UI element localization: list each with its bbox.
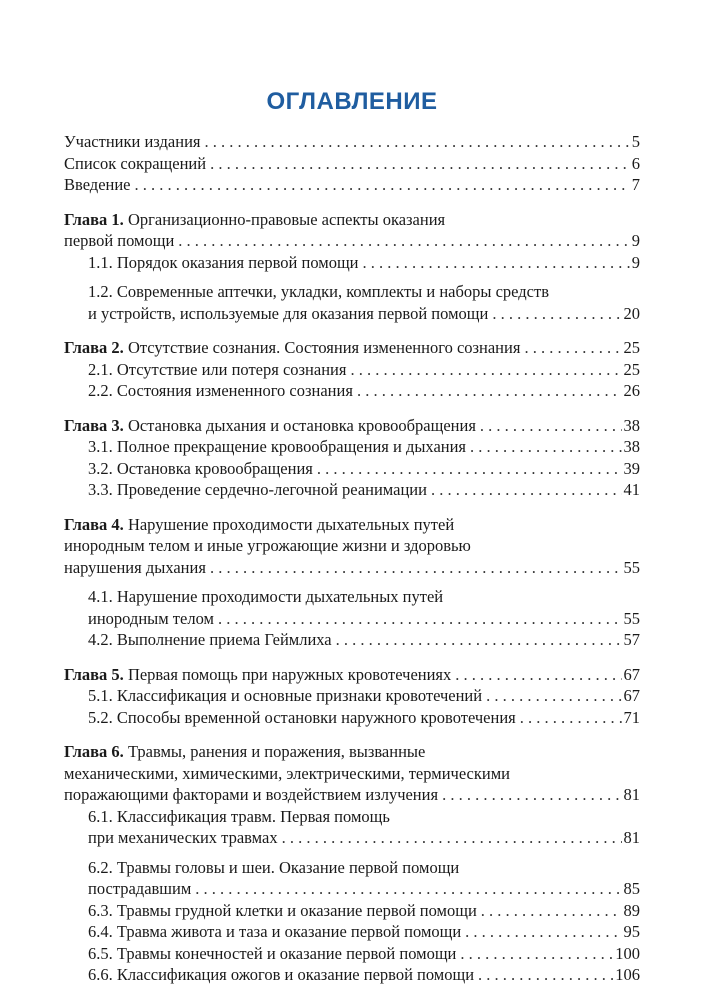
toc-chapter-line	[64, 763, 640, 785]
toc-section	[64, 359, 640, 381]
toc-section-title: 1.1. Порядок оказания первой помощи	[88, 252, 359, 272]
toc-chapter	[64, 337, 640, 359]
toc-section-line	[88, 921, 640, 943]
dot-leader	[431, 479, 622, 501]
dot-leader	[205, 131, 630, 153]
toc-chapter-line	[64, 209, 640, 231]
toc-page-number: 9	[631, 231, 640, 250]
chapter-title-part: Травмы, ранения и поражения, вызванные	[127, 742, 426, 761]
toc-section-line	[88, 900, 640, 922]
toc-page-number: 25	[623, 359, 640, 379]
toc-chapter-line	[64, 535, 640, 557]
toc-chapter-line	[64, 415, 640, 437]
toc-section-line	[88, 685, 640, 707]
toc-section	[64, 857, 640, 900]
toc-page-number: 38	[623, 437, 640, 456]
toc-page-number: 38	[623, 415, 640, 435]
dot-leader	[218, 608, 622, 630]
toc-section-title: пострадавшим	[88, 879, 192, 898]
chapter-title-part: поражающими факторами и воздействием излучения	[64, 785, 439, 804]
toc-section	[64, 943, 640, 965]
toc-chapter	[64, 664, 640, 686]
toc-section	[64, 281, 640, 324]
dot-leader	[481, 900, 622, 922]
toc-chapter-line	[64, 741, 640, 763]
toc-page-number: 39	[623, 458, 640, 478]
chapter-title-part: Остановка дыхания и остановка кровообращения	[127, 415, 476, 435]
toc-chapter	[64, 741, 640, 806]
toc-section-line	[88, 707, 640, 729]
toc-entry-line	[64, 131, 640, 153]
toc-section-title: и устройств, используемые для оказания первой помощи	[88, 303, 489, 323]
dot-leader	[470, 436, 621, 458]
toc-section-title: 4.2. Выполнение приема Геймлиха	[88, 630, 332, 649]
toc-section	[64, 380, 640, 402]
toc-chapter-line	[64, 230, 640, 252]
toc-section	[64, 806, 640, 849]
toc-section-title: 3.2. Остановка кровообращения	[88, 458, 313, 478]
toc-section-line: 1.2. Современные аптечки, укладки, комплекты и наборы средств	[88, 282, 550, 301]
dot-leader	[363, 252, 630, 274]
toc-section	[64, 921, 640, 943]
chapter-label: Глава 5.	[64, 664, 124, 684]
toc-entry-title: Введение	[64, 175, 131, 194]
toc-section-line	[88, 878, 640, 900]
toc-section	[64, 900, 640, 922]
toc-section	[64, 707, 640, 729]
toc-page-number: 81	[623, 828, 640, 847]
chapter-title-part: Организационно-правовые аспекты оказания	[127, 209, 446, 229]
toc-section-title: 5.2. Способы временной остановки наружного кровотечения	[88, 707, 516, 727]
toc-section	[64, 964, 640, 986]
chapter-label: Глава 1.	[64, 209, 124, 229]
toc-section-line	[88, 359, 640, 381]
dot-leader	[350, 359, 621, 381]
chapter-title-part: Нарушение проходимости дыхательных путей	[127, 514, 455, 534]
toc-entry-title: Список сокращений	[64, 153, 207, 173]
toc-section-title: 2.2. Состояния измененного сознания	[88, 381, 353, 400]
chapter-label: Глава 4.	[64, 514, 124, 534]
dot-leader	[135, 174, 630, 196]
chapter-title-part: инородным телом и иные угрожающие жизни и здоровью	[64, 536, 471, 555]
toc-chapter	[64, 514, 640, 579]
dot-leader	[455, 664, 621, 686]
toc-section-line: 4.1. Нарушение проходимости дыхательных путей	[88, 587, 444, 606]
toc-section-title: 2.1. Отсутствие или потеря сознания	[88, 359, 347, 379]
toc-chapter-line	[64, 557, 640, 579]
toc-section-line	[88, 943, 640, 965]
toc-section-line	[88, 827, 640, 849]
toc-section	[64, 586, 640, 629]
toc-section-line	[88, 964, 640, 986]
toc-section-line	[88, 479, 640, 501]
toc-section-line	[88, 303, 640, 325]
toc-entry	[64, 153, 640, 175]
toc-section-title: 3.3. Проведение сердечно-легочной реанимации	[88, 480, 427, 499]
toc-page-number: 25	[623, 338, 640, 357]
toc-section-title: 6.3. Травмы грудной клетки и оказание первой помощи	[88, 900, 477, 920]
page-title: ОГЛАВЛЕНИЕ	[266, 88, 438, 115]
chapter-title-part: нарушения дыхания	[64, 557, 206, 577]
chapter-title-part: механическими, химическими, электрическими, термическими	[64, 763, 510, 783]
toc-section	[64, 436, 640, 458]
dot-leader	[357, 380, 622, 402]
toc-section-line	[88, 629, 640, 651]
toc-section-title: 5.1. Классификация и основные признаки кровотечений	[88, 686, 483, 705]
toc-section-line	[88, 458, 640, 480]
toc-page-number: 67	[623, 664, 640, 684]
chapter-label: Глава 6.	[64, 742, 124, 761]
toc-page-number: 5	[631, 132, 640, 151]
toc-section-line: 6.1. Классификация травм. Первая помощь	[88, 806, 390, 826]
dot-leader	[178, 230, 629, 252]
dot-leader	[460, 943, 613, 965]
toc-section-title: 6.6. Классификация ожогов и оказание первой помощи	[88, 965, 475, 984]
toc-section	[64, 629, 640, 651]
dot-leader	[478, 964, 613, 986]
toc-page-number: 106	[615, 965, 640, 984]
dot-leader	[195, 878, 621, 900]
toc-section	[64, 479, 640, 501]
toc-page-number: 41	[623, 480, 640, 499]
dot-leader	[210, 153, 630, 175]
dot-leader	[465, 921, 621, 943]
toc-page-number: 85	[623, 879, 640, 898]
toc-chapter-line	[64, 664, 640, 686]
toc-entry	[64, 131, 640, 153]
toc-entry	[64, 174, 640, 196]
dot-leader	[524, 337, 621, 359]
toc-chapter	[64, 209, 640, 252]
toc-page-number: 20	[623, 303, 640, 323]
toc-chapter-line	[64, 784, 640, 806]
toc-section	[64, 685, 640, 707]
toc-entry-title: Участники издания	[64, 132, 201, 151]
toc-section-title: 6.5. Травмы конечностей и оказание первой помощи	[88, 943, 457, 963]
toc-section-line	[88, 252, 640, 274]
toc-section-title: 3.1. Полное прекращение кровообращения и дыхания	[88, 437, 467, 456]
toc-page-number: 81	[623, 785, 640, 804]
toc-page-number: 55	[623, 557, 640, 577]
chapter-title-part: Первая помощь при наружных кровотечениях	[127, 664, 452, 684]
toc-page-number: 71	[623, 707, 640, 727]
toc-section-line	[88, 380, 640, 402]
toc-section	[64, 458, 640, 480]
toc-section-title: при механических травмах	[88, 828, 278, 847]
toc-section-title: 6.4. Травма живота и таза и оказание первой помощи	[88, 922, 462, 941]
toc-page-number: 67	[623, 686, 640, 705]
dot-leader	[210, 557, 622, 579]
toc-section-line	[88, 608, 640, 630]
chapter-title	[64, 337, 520, 359]
toc-section-line	[88, 436, 640, 458]
dot-leader	[317, 458, 622, 480]
toc-page-number: 100	[615, 943, 640, 963]
chapter-title-part: Отсутствие сознания. Состояния измененного сознания	[127, 338, 521, 357]
dot-leader	[520, 707, 622, 729]
toc-page-number: 95	[623, 922, 640, 941]
chapter-title-part: первой помощи	[64, 231, 175, 250]
table-of-contents	[64, 131, 640, 986]
chapter-title	[64, 415, 476, 437]
toc-page-number: 7	[631, 175, 640, 194]
chapter-label: Глава 2.	[64, 338, 124, 357]
dot-leader	[336, 629, 622, 651]
dot-leader	[282, 827, 622, 849]
chapter-title	[64, 664, 451, 686]
toc-page-number: 89	[623, 900, 640, 920]
toc-chapter-line	[64, 337, 640, 359]
toc-page-number: 9	[631, 252, 640, 272]
toc-section	[64, 252, 640, 274]
dot-leader	[442, 784, 621, 806]
dot-leader	[492, 303, 621, 325]
toc-page-number: 6	[631, 153, 640, 173]
toc-page-number: 57	[623, 630, 640, 649]
dot-leader	[480, 415, 622, 437]
dot-leader	[486, 685, 621, 707]
toc-entry-line	[64, 174, 640, 196]
toc-page-number: 26	[623, 381, 640, 400]
toc-chapter-line	[64, 514, 640, 536]
toc-entry-line	[64, 153, 640, 175]
toc-section-line: 6.2. Травмы головы и шеи. Оказание первой помощи	[88, 857, 460, 877]
chapter-label: Глава 3.	[64, 415, 124, 435]
toc-page-number: 55	[623, 608, 640, 628]
toc-chapter	[64, 415, 640, 437]
toc-section-title: инородным телом	[88, 608, 214, 628]
